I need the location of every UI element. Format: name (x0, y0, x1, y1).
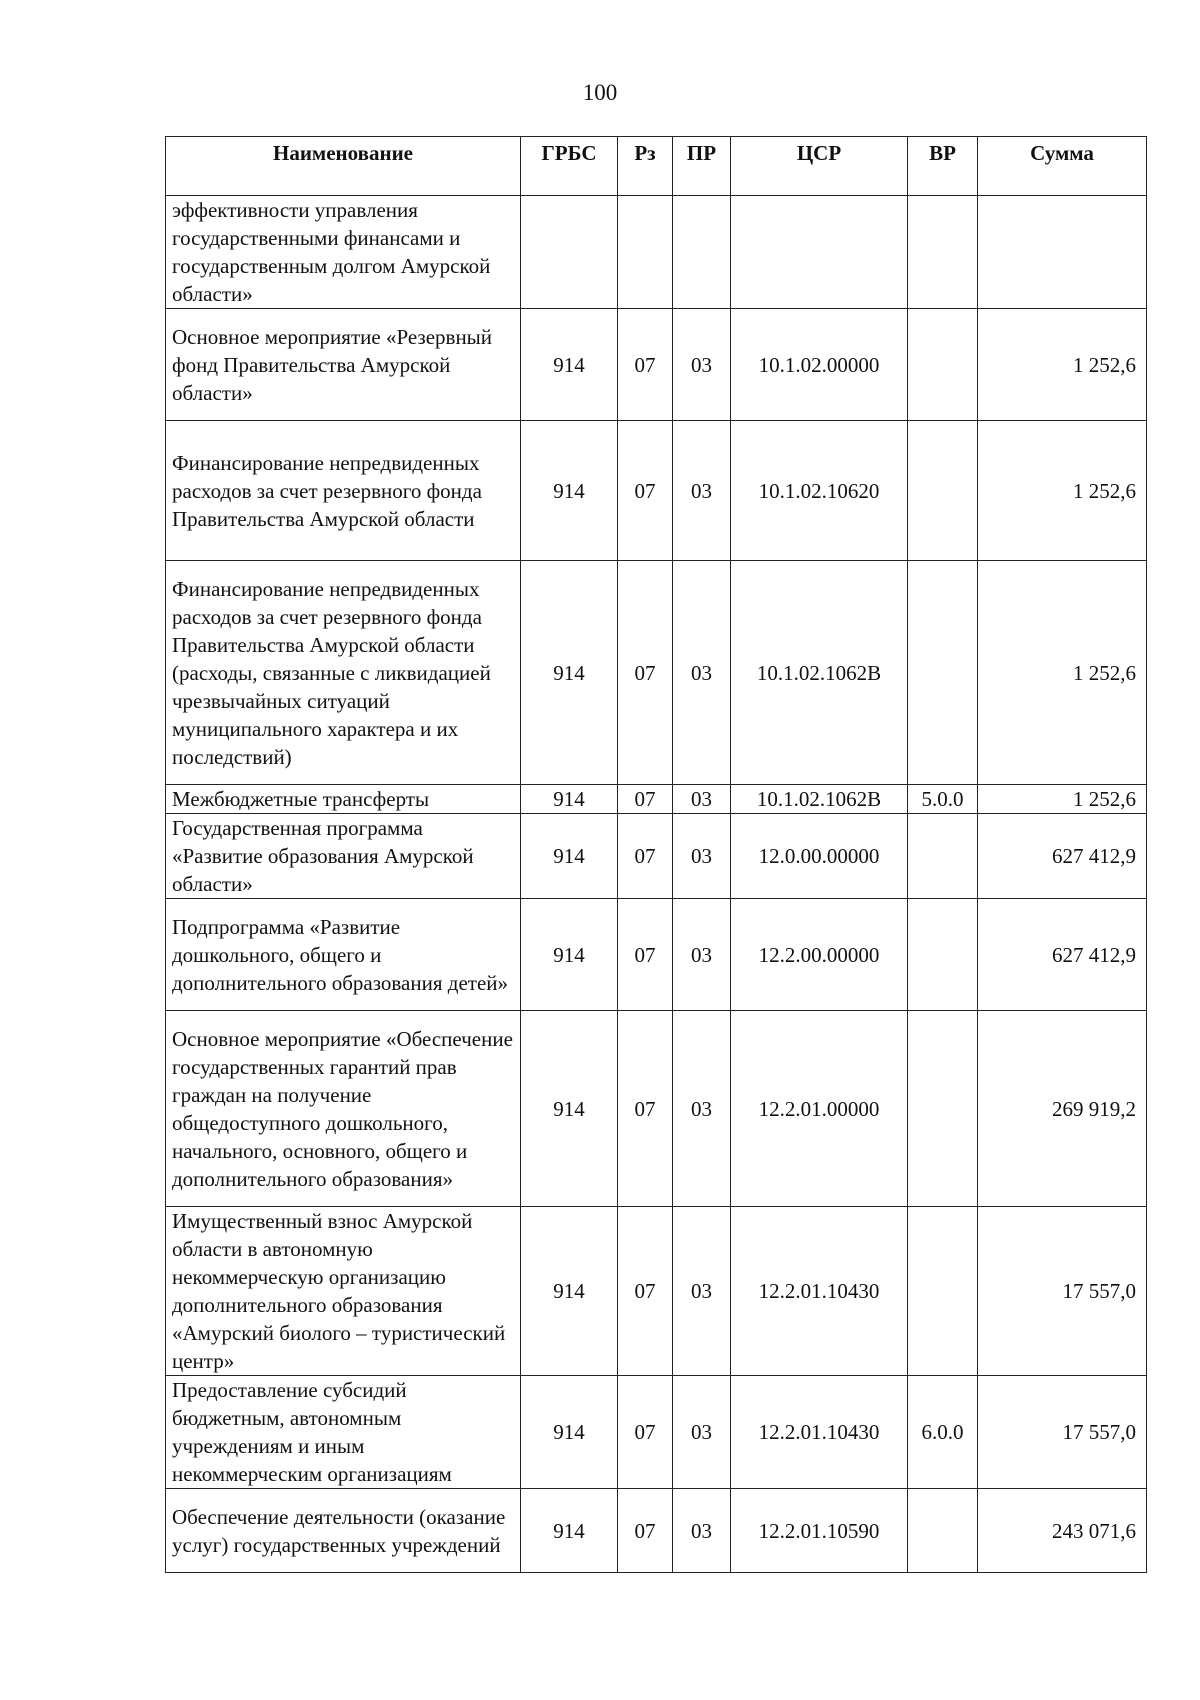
cell-rz: 07 (618, 309, 673, 421)
cell-name: Подпрограмма «Развитие дошкольного, общего и дополнительного образования детей» (166, 899, 521, 1011)
cell-pr: 03 (673, 561, 731, 785)
cell-rz: 07 (618, 1489, 673, 1573)
cell-pr: 03 (673, 1376, 731, 1489)
table-row (166, 814, 1147, 899)
cell-csr: 10.1.02.1062В (731, 785, 908, 814)
cell-sum: 1 252,6 (978, 561, 1147, 785)
cell-grbs: 914 (521, 1011, 618, 1207)
cell-pr (673, 196, 731, 309)
header-rz: Рз (618, 137, 673, 196)
cell-pr: 03 (673, 814, 731, 899)
budget-table (165, 136, 1147, 1573)
cell-csr: 12.2.01.10590 (731, 1489, 908, 1573)
header-pr: ПР (673, 137, 731, 196)
cell-name: Финансирование непредвиденных расходов за счет резервного фонда Правительства Амурской области (расходы, связанные с ликвидацией чрезвычайных ситуаций муниципального характера и их последствий) (166, 561, 521, 785)
cell-name: Имущественный взнос Амурской области в автономную некоммерческую организацию дополнительного образования «Амурский биолого – туристический центр» (166, 1207, 521, 1376)
cell-csr (731, 196, 908, 309)
cell-pr: 03 (673, 1489, 731, 1573)
header-csr: ЦСР (731, 137, 908, 196)
cell-name: Государственная программа «Развитие образования Амурской области» (166, 814, 521, 899)
cell-grbs: 914 (521, 899, 618, 1011)
cell-sum: 627 412,9 (978, 814, 1147, 899)
cell-rz (618, 196, 673, 309)
table-row (166, 196, 1147, 309)
cell-sum (978, 196, 1147, 309)
cell-grbs: 914 (521, 421, 618, 561)
cell-grbs: 914 (521, 1376, 618, 1489)
cell-grbs: 914 (521, 561, 618, 785)
cell-vr (908, 421, 978, 561)
cell-name: Межбюджетные трансферты (166, 785, 521, 814)
cell-name: эффективности управления государственными финансами и государственным долгом Амурской области» (166, 196, 521, 309)
cell-name: Основное мероприятие «Обеспечение государственных гарантий прав граждан на получение общедоступного дошкольного, начального, основного, общего и дополнительного образования» (166, 1011, 521, 1207)
cell-sum: 17 557,0 (978, 1207, 1147, 1376)
table-row (166, 1011, 1147, 1207)
cell-grbs: 914 (521, 785, 618, 814)
cell-pr: 03 (673, 1011, 731, 1207)
cell-grbs: 914 (521, 1207, 618, 1376)
cell-rz: 07 (618, 1376, 673, 1489)
cell-csr: 12.2.00.00000 (731, 899, 908, 1011)
table-row (166, 1376, 1147, 1489)
cell-rz: 07 (618, 421, 673, 561)
cell-sum: 17 557,0 (978, 1376, 1147, 1489)
table-row (166, 785, 1147, 814)
cell-rz: 07 (618, 1207, 673, 1376)
table-row (166, 561, 1147, 785)
cell-csr: 12.0.00.00000 (731, 814, 908, 899)
cell-pr: 03 (673, 899, 731, 1011)
header-vr: ВР (908, 137, 978, 196)
cell-rz: 07 (618, 561, 673, 785)
cell-vr (908, 899, 978, 1011)
header-sum: Сумма (978, 137, 1147, 196)
header-name: Наименование (166, 137, 521, 196)
cell-csr: 12.2.01.10430 (731, 1207, 908, 1376)
cell-csr: 10.1.02.00000 (731, 309, 908, 421)
cell-grbs: 914 (521, 309, 618, 421)
cell-vr: 6.0.0 (908, 1376, 978, 1489)
cell-pr: 03 (673, 421, 731, 561)
cell-rz: 07 (618, 814, 673, 899)
cell-csr: 12.2.01.00000 (731, 1011, 908, 1207)
table-row (166, 1489, 1147, 1573)
cell-rz: 07 (618, 899, 673, 1011)
cell-name: Предоставление субсидий бюджетным, автономным учреждениям и иным некоммерческим организациям (166, 1376, 521, 1489)
cell-vr (908, 814, 978, 899)
cell-csr: 10.1.02.1062В (731, 561, 908, 785)
table-row (166, 421, 1147, 561)
cell-name: Основное мероприятие «Резервный фонд Правительства Амурской области» (166, 309, 521, 421)
header-grbs: ГРБС (521, 137, 618, 196)
table-row (166, 309, 1147, 421)
table-row (166, 899, 1147, 1011)
cell-vr (908, 196, 978, 309)
cell-grbs: 914 (521, 1489, 618, 1573)
cell-csr: 10.1.02.10620 (731, 421, 908, 561)
cell-grbs (521, 196, 618, 309)
cell-name: Финансирование непредвиденных расходов за счет резервного фонда Правительства Амурской области (166, 421, 521, 561)
page-number: 100 (582, 80, 618, 105)
cell-grbs: 914 (521, 814, 618, 899)
cell-rz: 07 (618, 1011, 673, 1207)
cell-sum: 1 252,6 (978, 421, 1147, 561)
cell-pr: 03 (673, 1207, 731, 1376)
cell-vr (908, 309, 978, 421)
cell-sum: 243 071,6 (978, 1489, 1147, 1573)
cell-sum: 627 412,9 (978, 899, 1147, 1011)
cell-name: Обеспечение деятельности (оказание услуг) государственных учреждений (166, 1489, 521, 1573)
cell-csr: 12.2.01.10430 (731, 1376, 908, 1489)
cell-sum: 269 919,2 (978, 1011, 1147, 1207)
cell-sum: 1 252,6 (978, 785, 1147, 814)
cell-vr (908, 1489, 978, 1573)
cell-sum: 1 252,6 (978, 309, 1147, 421)
cell-vr (908, 1011, 978, 1207)
cell-pr: 03 (673, 785, 731, 814)
cell-vr: 5.0.0 (908, 785, 978, 814)
table-row (166, 1207, 1147, 1376)
cell-pr: 03 (673, 309, 731, 421)
cell-vr (908, 561, 978, 785)
cell-rz: 07 (618, 785, 673, 814)
cell-vr (908, 1207, 978, 1376)
table-header-row (166, 137, 1147, 196)
